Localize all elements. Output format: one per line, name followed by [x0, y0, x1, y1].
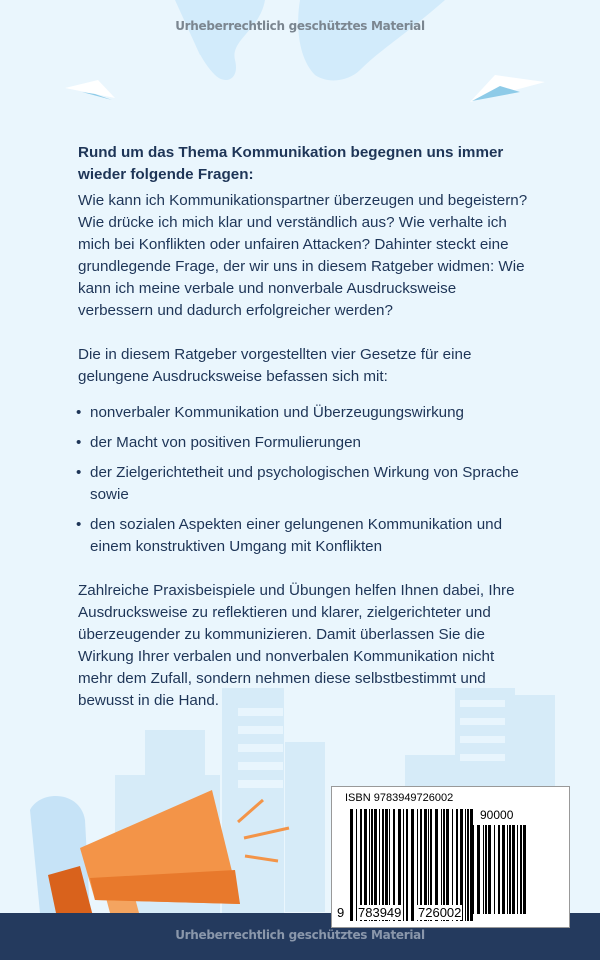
list-item: • der Zielgerichtetheit und psychologischen Wirkung von Sprache sowie — [78, 462, 528, 506]
globe-illustration — [175, 0, 445, 80]
paper-plane-left-icon — [65, 80, 115, 100]
barcode-bar — [509, 825, 511, 914]
barcode-bar — [467, 809, 469, 921]
list-item: • der Macht von positiven Formulierungen — [78, 432, 528, 454]
barcode-bar — [488, 825, 491, 914]
list-item: • den sozialen Aspekten einer gelungenen Kommunikation und einem konstruktiven Umgang mit Konflikten — [78, 514, 528, 558]
watermark-top: Urheberrechtlich geschütztes Material — [175, 19, 425, 33]
paragraph-questions: Wie kann ich Kommunikationspartner überzeugen und begeistern? Wie drücke ich mich klar und verständlich aus? Wie verhalte ich mich bei Konflikten oder unfairen Attacken? Dahinter steckt eine grundlegende Frage, der wir uns in diesem Ratgeber widmen: Wie kann ich meine verbale und nonverbale Ausdrucksweise verbessern und dadurch erfolgreicher werden? — [78, 192, 528, 319]
addon-bars — [472, 825, 528, 914]
barcode-bar — [523, 825, 526, 914]
topics-list — [78, 402, 528, 558]
barcode-bar — [472, 825, 474, 914]
barcode-bar — [403, 809, 404, 921]
paragraph-closing: Zahlreiche Praxisbeispiele und Übungen helfen Ihnen dabei, Ihre Ausdrucksweise zu reflektieren und klarer, zielgerichteter und überzeugender zu kommunizieren. Damit überlassen Sie die Wirkung Ihrer verbalen und nonverbalen Kommunikation nicht mehr dem Zufall, sondern nehmen diese selbstbestimmt und bewusst in die Hand. — [78, 582, 515, 709]
barcode-digits-left: 783949 — [358, 905, 402, 920]
intro-heading: Rund um das Thema Kommunikation begegnen uns immer wieder folgende Fragen: — [78, 144, 504, 183]
price-addon: 90000 — [480, 808, 514, 822]
barcode-bar — [512, 825, 515, 914]
barcode-bar — [520, 825, 522, 914]
back-cover-text — [78, 142, 528, 734]
isbn-label: ISBN 9783949726002 — [345, 792, 454, 804]
barcode-bar — [465, 809, 466, 921]
isbn-barcode — [331, 786, 570, 928]
barcode-bar — [507, 825, 508, 914]
watermark-bottom: Urheberrechtlich geschütztes Material — [175, 928, 425, 942]
barcode-bar — [477, 825, 480, 914]
list-item: • nonverbaler Kommunikation und Überzeugungswirkung — [78, 402, 528, 424]
barcode-digit-first: 9 — [337, 905, 345, 920]
barcode-bar — [350, 809, 353, 921]
barcode-bar — [485, 825, 487, 914]
paper-plane-right-icon — [470, 75, 545, 102]
barcode-bar — [411, 809, 414, 921]
barcode-bar — [498, 825, 500, 914]
barcode-bar — [494, 825, 495, 914]
barcode-bar — [483, 825, 484, 914]
paragraph-laws-intro: Die in diesem Ratgeber vorgestellten vier Gesetze für eine gelungene Ausdrucksweise befassen sich mit: — [78, 346, 472, 385]
barcode-bar — [502, 825, 505, 914]
barcode-bar — [517, 825, 518, 914]
barcode-bar — [406, 809, 408, 921]
barcode-digits-right: 726002 — [418, 905, 462, 920]
